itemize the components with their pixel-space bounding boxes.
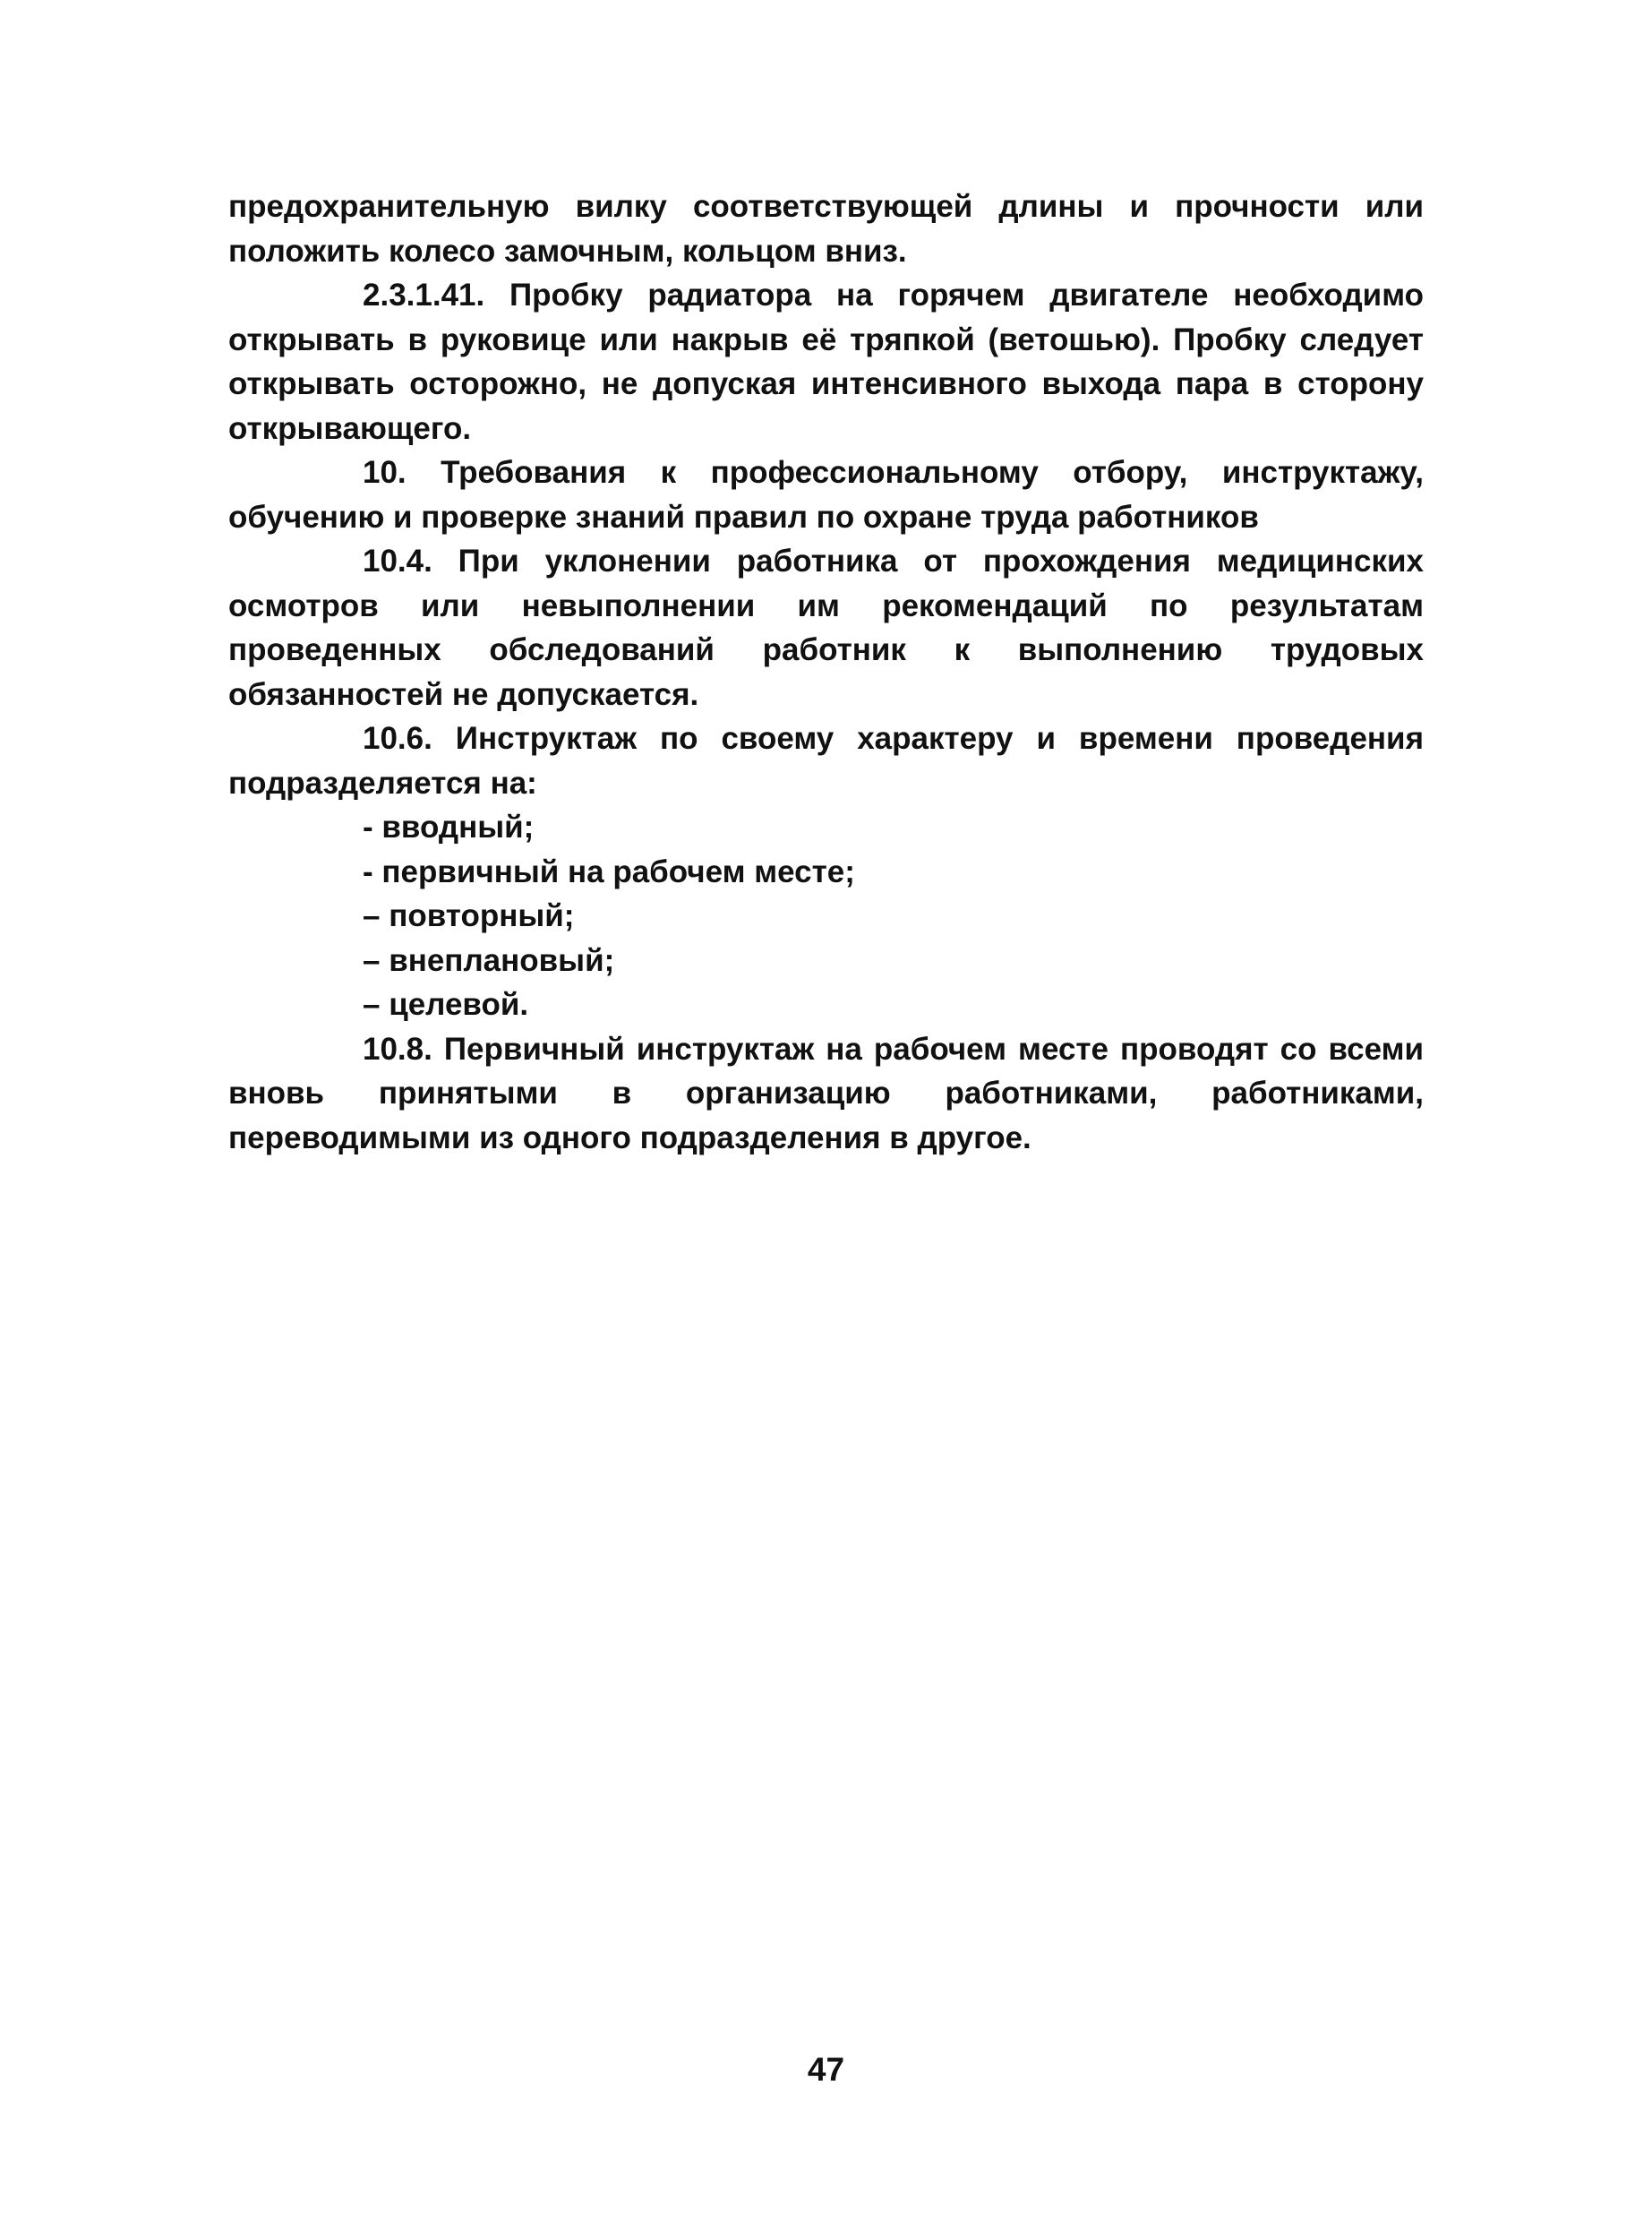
paragraph-continuation: предохранительную вилку соответствующей длины и прочности или положить колесо замочным, кольцом вниз. (228, 189, 1424, 269)
list-item: – внеплановый; (363, 942, 615, 978)
list-item: - первичный на рабочем месте; (363, 854, 855, 889)
paragraph-2-3-1-41: 2.3.1.41. Пробку радиатора на горячем двигателе необходимо открывать в руковице или накрыв её тряпкой (ветошью). Пробку следует открывать осторожно, не допуская интенсивного выхода пара в сторону открывающего. (228, 278, 1424, 446)
section-heading-10: 10. Требования к профессиональному отбору, инструктажу, обучению и проверке знаний правил по охране труда работников (228, 455, 1424, 535)
page-number: 47 (807, 2051, 845, 2088)
paragraph-10-4: 10.4. При уклонении работника от прохождения медицинских осмотров или невыполнении им рекомендаций по результатам проведенных обследований работник к выполнению трудовых обязанностей не допускается. (228, 544, 1424, 712)
briefing-types-list (228, 805, 1424, 1027)
list-item: – повторный; (363, 898, 575, 933)
document-body (228, 185, 1424, 1160)
paragraph-10-8: 10.8. Первичный инструктаж на рабочем месте проводят со всеми вновь принятыми в организацию работниками, работниками, переводимыми из одного подразделения в другое. (228, 1031, 1424, 1155)
list-item: – целевой. (363, 987, 529, 1022)
paragraph-10-6: 10.6. Инструктаж по своему характеру и времени проведения подразделяется на: (228, 721, 1424, 801)
list-item: - вводный; (363, 810, 535, 845)
